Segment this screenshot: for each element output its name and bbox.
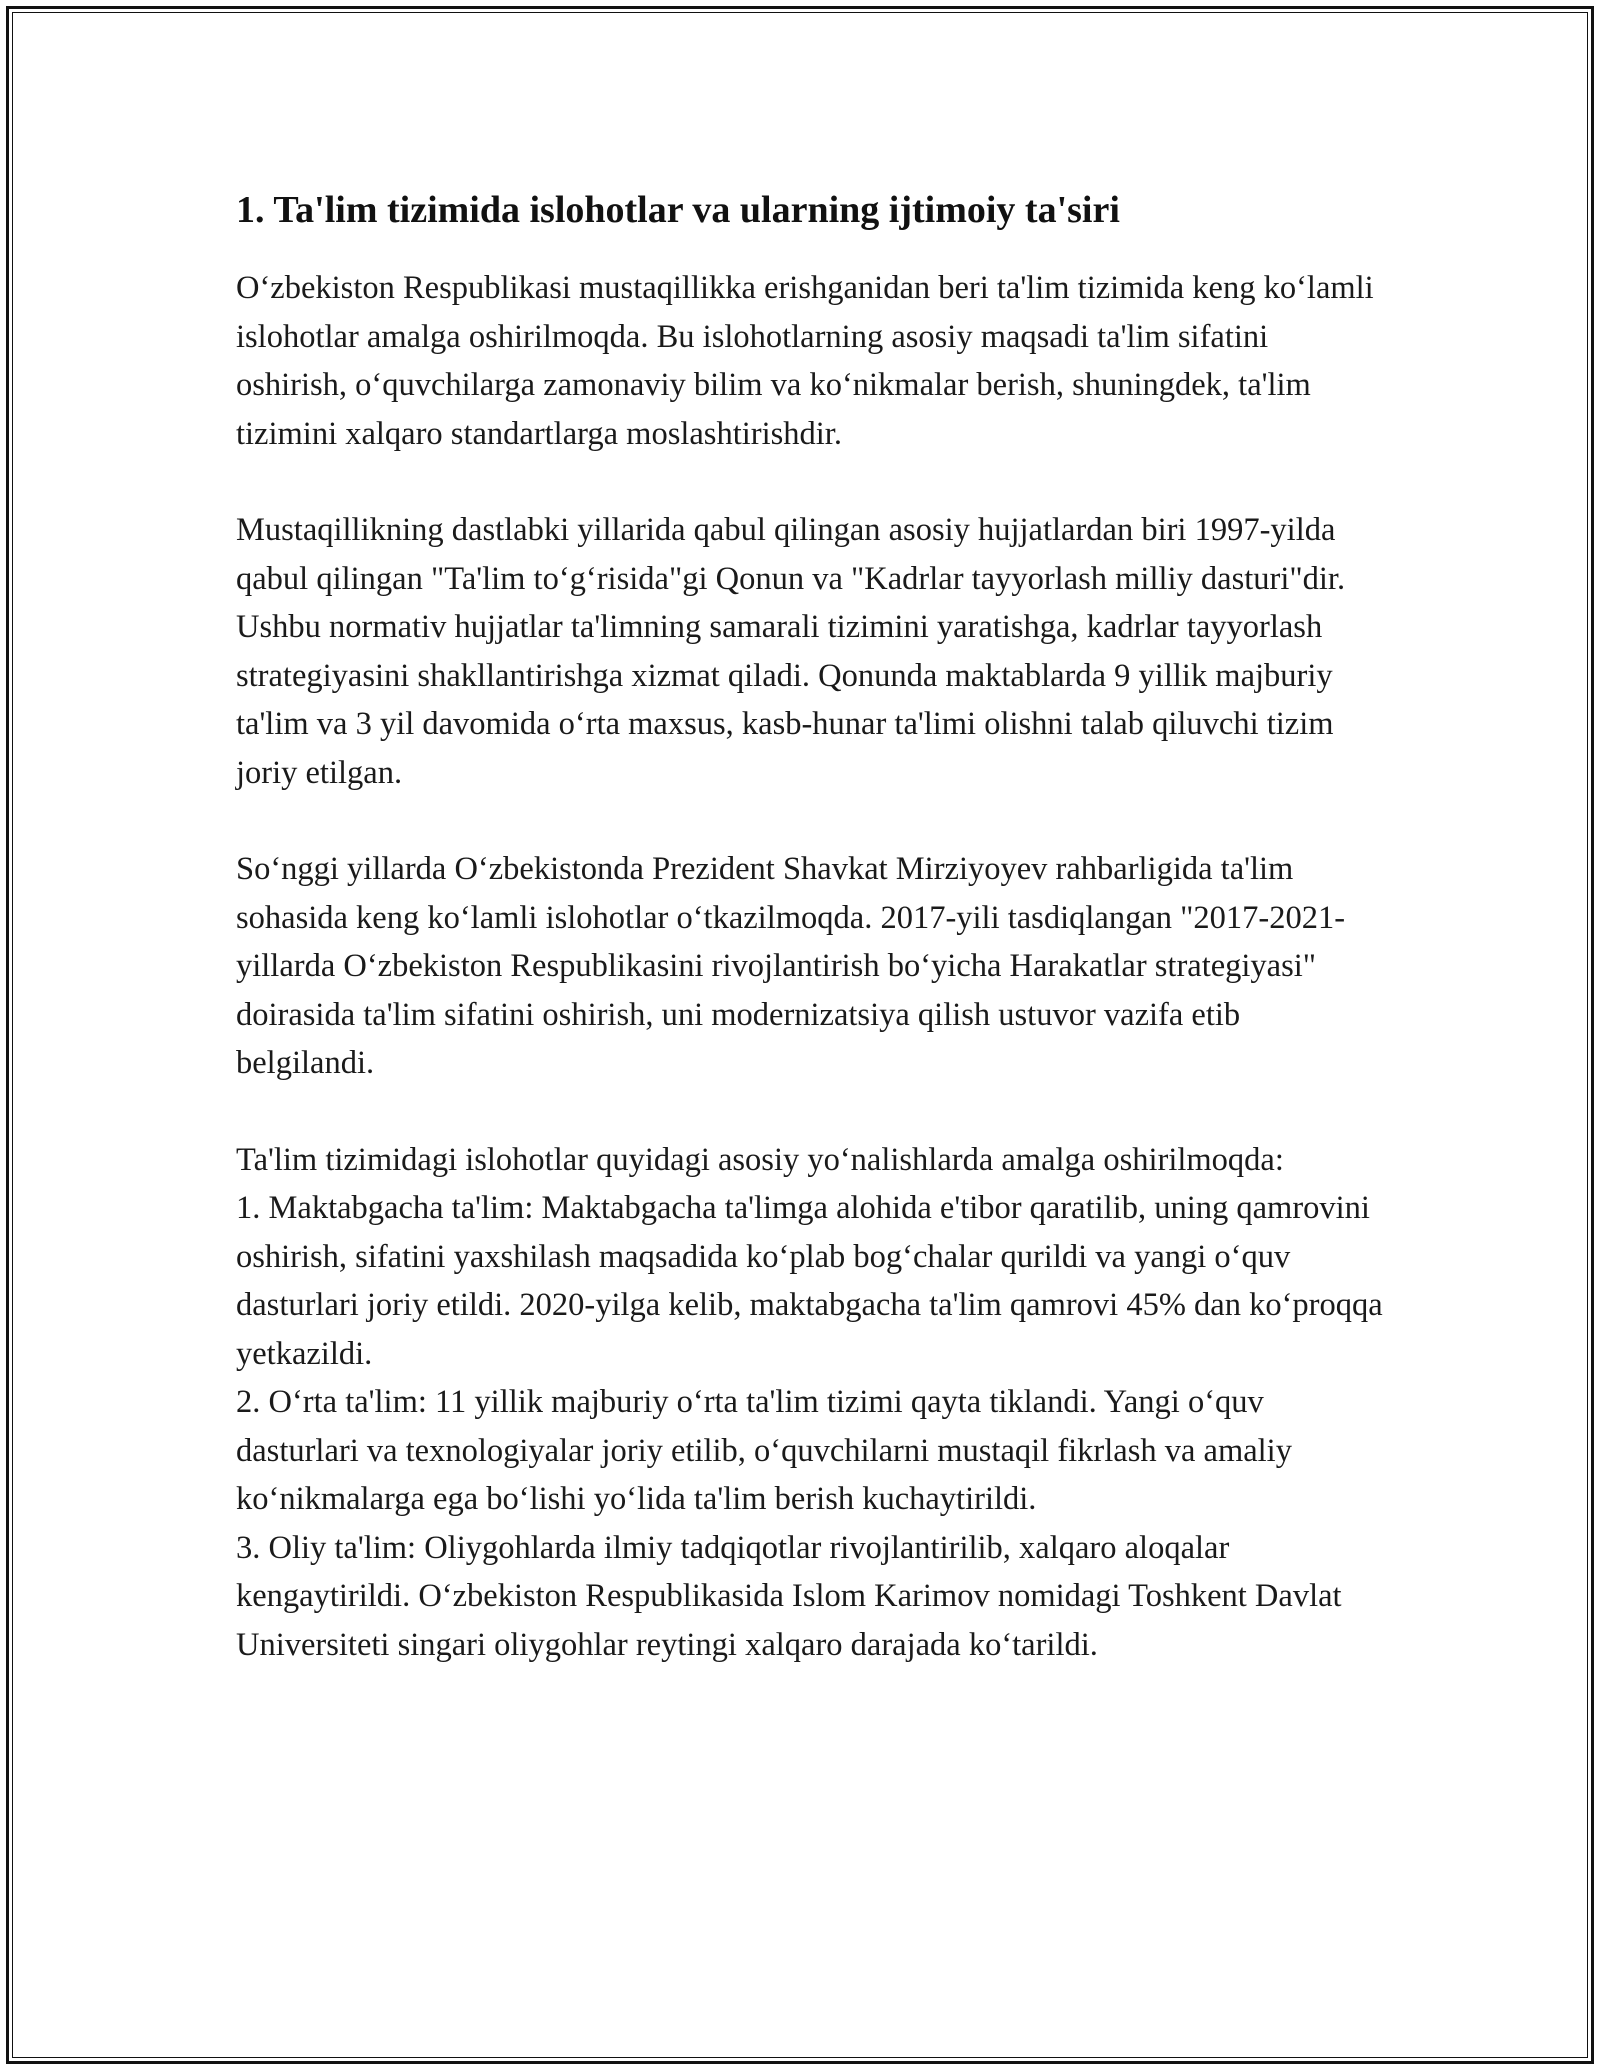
list-item-preschool: 1. Maktabgacha ta'lim: Maktabgacha ta'limga alohida e'tibor qaratilib, uning qamrovini oshirish, sifatini yaxshilash maqsadida koʻplab bogʻchalar qurildi va yangi oʻquv dasturlari joriy etildi. 2020-yilga kelib, maktabgacha ta'lim qamrovi 45% dan koʻproqqa yetkazildi.: [236, 1190, 1383, 1372]
reform-directions-list: [236, 1184, 1386, 1669]
list-item-secondary: 2. Oʻrta ta'lim: 11 yillik majburiy oʻrta ta'lim tizimi qayta tiklandi. Yangi oʻquv dasturlari va texnologiyalar joriy etilib, oʻquvchilarni mustaqil fikrlash va amaliy koʻnikmalarga ega boʻlishi yoʻlida ta'lim berish kuchaytirildi.: [236, 1384, 1292, 1517]
paragraph-early-laws: Mustaqillikning dastlabki yillarida qabul qilingan asosiy hujjatlardan biri 1997-yilda qabul qilingan "Ta'lim toʻgʻrisida"gi Qonun va "Kadrlar tayyorlash milliy dasturi"dir. Ushbu normativ hujjatlar ta'limning samarali tizimini yaratishga, kadrlar tayyorlash strategiyasini shakllantirishga xizmat qiladi. Qonunda maktablarda 9 yillik majburiy ta'lim va 3 yil davomida oʻrta maxsus, kasb-hunar ta'limi olishni talab qiluvchi tizim joriy etilgan.: [236, 512, 1346, 791]
paragraph-directions-intro: Ta'lim tizimidagi islohotlar quyidagi asosiy yoʻnalishlarda amalga oshirilmoqda:: [236, 1141, 1284, 1178]
list-item-higher: 3. Oliy ta'lim: Oliygohlarda ilmiy tadqiqotlar rivojlantirilib, xalqaro aloqalar kengaytirildi. Oʻzbekiston Respublikasida Islom Karimov nomidagi Toshkent Davlat Universiteti singari oliygohlar reytingi xalqaro darajada koʻtarildi.: [236, 1529, 1342, 1663]
paragraph-intro: Oʻzbekiston Respublikasi mustaqillikka erishganidan beri ta'lim tizimida keng koʻlamli islohotlar amalga oshirilmoqda. Bu islohotlarning asosiy maqsadi ta'lim sifatini oshirish, oʻquvchilarga zamonaviy bilim va koʻnikmalar berish, shuningdek, ta'lim tizimini xalqaro standartlarga moslashtirishdir.: [236, 270, 1374, 452]
document-title: 1. Ta'lim tizimida islohotlar va ularning ijtimoiy ta'siri: [236, 189, 1120, 231]
document-body: [236, 186, 1386, 1669]
paragraph-recent-reforms: Soʻnggi yillarda Oʻzbekistonda Prezident Shavkat Mirziyoyev rahbarligida ta'lim sohasida keng koʻlamli islohotlar oʻtkazilmoqda. 2017-yili tasdiqlangan "2017-2021-yillarda Oʻzbekiston Respublikasini rivojlantirish boʻyicha Harakatlar strategiyasi" doirasida ta'lim sifatini oshirish, uni modernizatsiya qilish ustuvor vazifa etib belgilandi.: [236, 851, 1346, 1081]
